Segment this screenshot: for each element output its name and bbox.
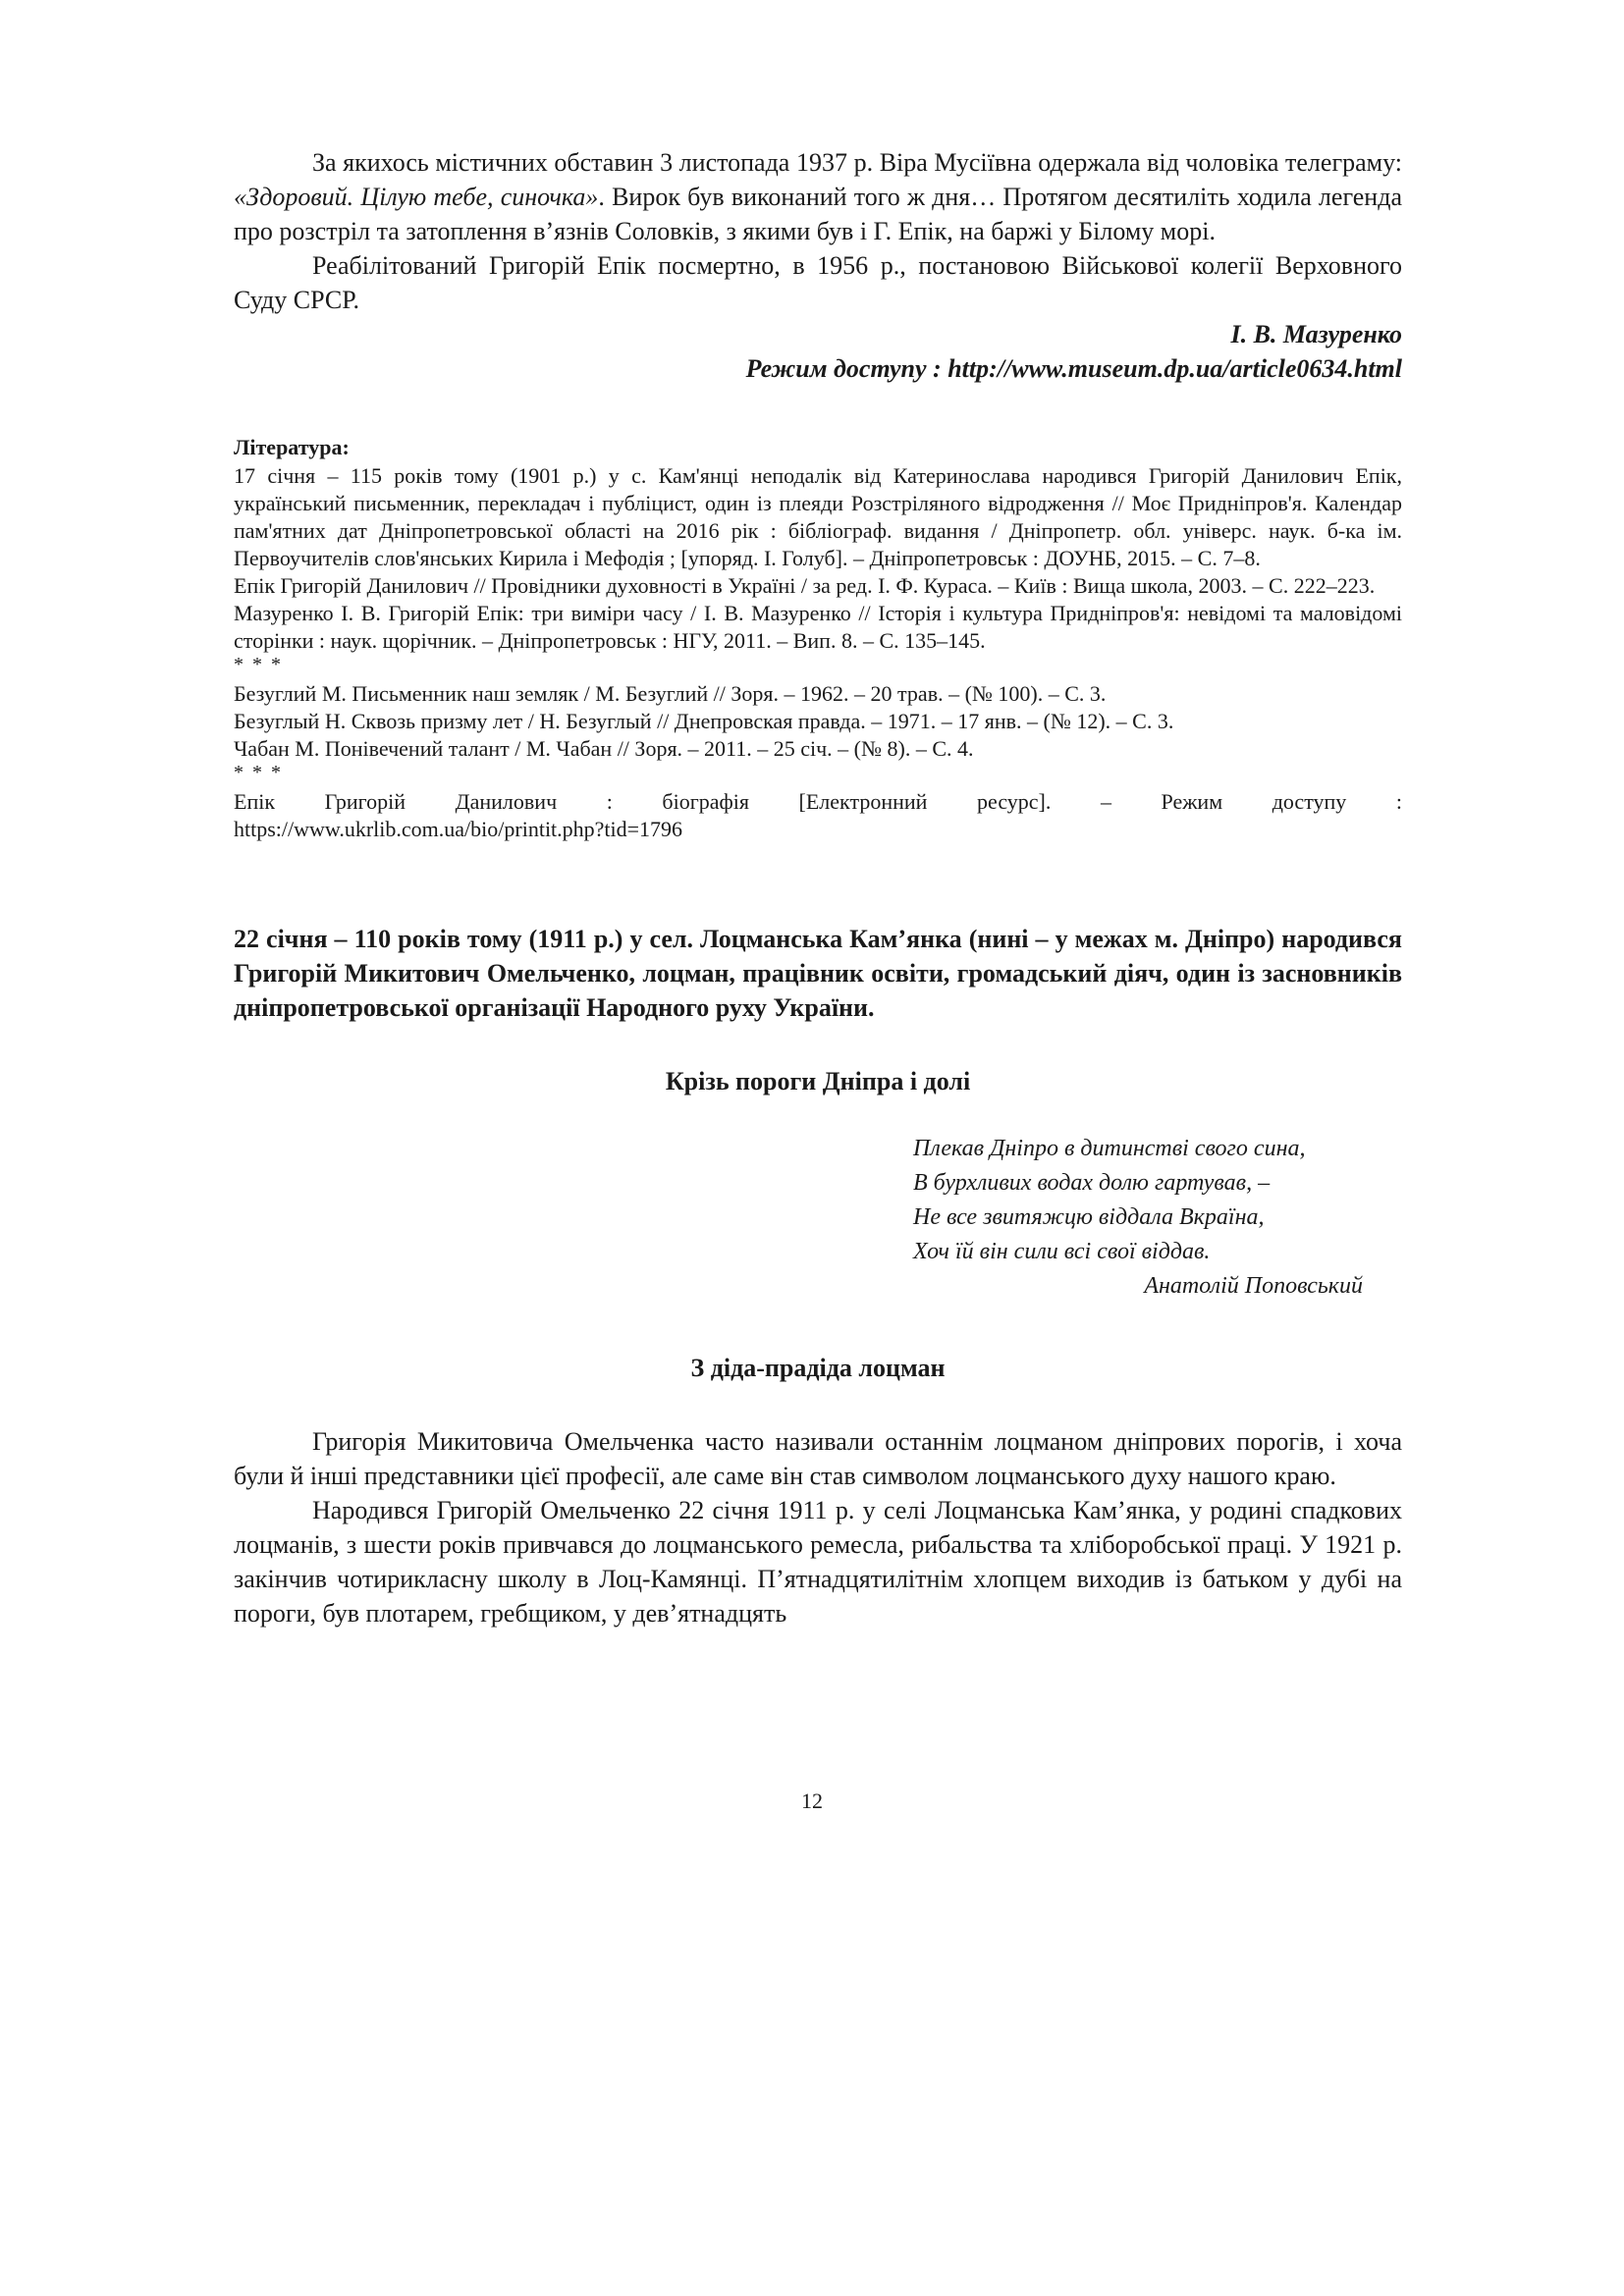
page-content xyxy=(234,145,1402,1630)
separator: * * * xyxy=(234,762,283,783)
ref-word: : xyxy=(1395,789,1402,814)
ref-word: – xyxy=(1100,789,1111,814)
body-paragraph-1: Григорія Микитовича Омельченка часто називали останнім лоцманом дніпрових порогів, і хоча були й інші представники цієї професії, але саме він став символом лоцманського духу нашого краю. xyxy=(234,1427,1402,1490)
poem-line: Не все звитяжцю віддала Вкраїна, xyxy=(913,1204,1265,1230)
telegram-quote: «Здоровий. Цілую тебе, синочка» xyxy=(234,183,599,211)
epigraph-poem xyxy=(913,1132,1402,1304)
article-title: Крізь пороги Дніпра і долі xyxy=(665,1067,971,1095)
poem-line: Плекав Дніпро в дитинстві свого сина, xyxy=(913,1136,1306,1161)
reference-item: Безуглий М. Письменник наш земляк / М. Безуглий // Зоря. – 1962. – 20 трав. – (№ 100). – С. 3. xyxy=(234,681,1107,706)
separator: * * * xyxy=(234,654,283,675)
ref-word: Данилович xyxy=(455,789,558,814)
author-signature: І. В. Мазуренко xyxy=(1230,320,1402,348)
literature-heading: Література: xyxy=(234,435,350,459)
reference-item: Епік Григорій Данилович // Провідники духовності в Україні / за ред. І. Ф. Кураса. – Київ : Вища школа, 2003. – С. 222–223. xyxy=(234,573,1376,598)
intro-text: За якихось містичних обставин 3 листопада 1937 р. Віра Мусіївна одержала від чоловіка телеграму: xyxy=(312,148,1402,177)
access-link: Режим доступу : http://www.museum.dp.ua/article0634.html xyxy=(745,354,1402,383)
intro-paragraph-2: Реабілітований Григорій Епік посмертно, в 1956 р., постановою Військової колегії Верховного Суду СРСР. xyxy=(234,251,1402,314)
online-reference-line xyxy=(234,788,1402,816)
online-reference xyxy=(234,788,1402,843)
poem-line: В бурхливих водах долю гартував, – xyxy=(913,1170,1271,1196)
ref-word: Режим xyxy=(1161,789,1223,814)
ref-word: [Електронний xyxy=(798,789,928,814)
online-url: https://www.ukrlib.com.ua/bio/printit.php?tid=1796 xyxy=(234,817,683,841)
body-paragraph-2: Народився Григорій Омельченко 22 січня 1911 р. у селі Лоцманська Кам’янка, у родині спадкових лоцманів, з шести років привчався до лоцманського ремесла, рибальства та хліборобської праці. У 1921 р. закінчив чотирикласну школу в Лоц-Камянці. П’ятнадцятилітнім хлопцем виходив із батьком у дубі на пороги, був плотарем, гребщиком, у дев’ятнадцять xyxy=(234,1496,1402,1628)
ref-word: біографія xyxy=(662,789,749,814)
poem-line: Хоч їй він сили всі свої віддав. xyxy=(913,1239,1211,1264)
reference-item: Чабан М. Понівечений талант / М. Чабан // Зоря. – 2011. – 25 січ. – (№ 8). – С. 4. xyxy=(234,736,974,761)
ref-word: Григорій xyxy=(324,789,406,814)
ref-word: ресурс]. xyxy=(977,789,1052,814)
ref-word: : xyxy=(606,789,613,814)
ref-word: Епік xyxy=(234,789,276,814)
reference-item: Мазуренко І. В. Григорій Епік: три виміри часу / І. В. Мазуренко // Історія і культура Придніпров'я: невідомі та маловідомі сторінки : наук. щорічник. – Дніпропетровськ : НГУ, 2011. – Вип. 8. – С. 135–145. xyxy=(234,601,1402,653)
reference-item: 17 січня – 115 років тому (1901 р.) у с. Кам'янці неподалік від Катеринослава народився Григорій Данилович Епік, український письменник, перекладач і публіцист, один із плеяди Розстріляного відродження // Моє Придніпров'я. Календар пам'ятних дат Дніпропетровської області на 2016 рік : бібліограф. видання / Дніпропетр. обл. універс. наук. б-ка ім. Первоучителів слов'янських Кирила і Мефодія ; [упоряд. І. Голуб]. – Дніпропетровськ : ДОУНБ, 2015. – С. 7–8. xyxy=(234,463,1402,570)
section-subtitle: З діда-прадіда лоцман xyxy=(690,1354,946,1382)
ref-word: доступу xyxy=(1272,789,1347,814)
page-number: 12 xyxy=(801,1789,823,1813)
intro-text-continued: . Вирок був виконаний того ж дня… Протягом десятиліть ходила легенда про розстріл та затоплення в’язнів Соловків, з якими був і Г. Епік, на баржі у Білому морі. xyxy=(234,183,1402,245)
article-lead: 22 січня – 110 років тому (1911 р.) у сел. Лоцманська Кам’янка (нині – у межах м. Дніпро) народився Григорій Микитович Омельченко, лоцман, працівник освіти, громадський діяч, один із засновників дніпропетровської організації Народного руху України. xyxy=(234,925,1402,1022)
reference-item: Безуглый Н. Сквозь призму лет / Н. Безуглый // Днепровская правда. – 1971. – 17 янв. – (№ 12). – С. 3. xyxy=(234,709,1174,733)
intro-paragraph-1 xyxy=(234,145,1402,248)
poem-author: Анатолій Поповський xyxy=(1144,1273,1363,1299)
